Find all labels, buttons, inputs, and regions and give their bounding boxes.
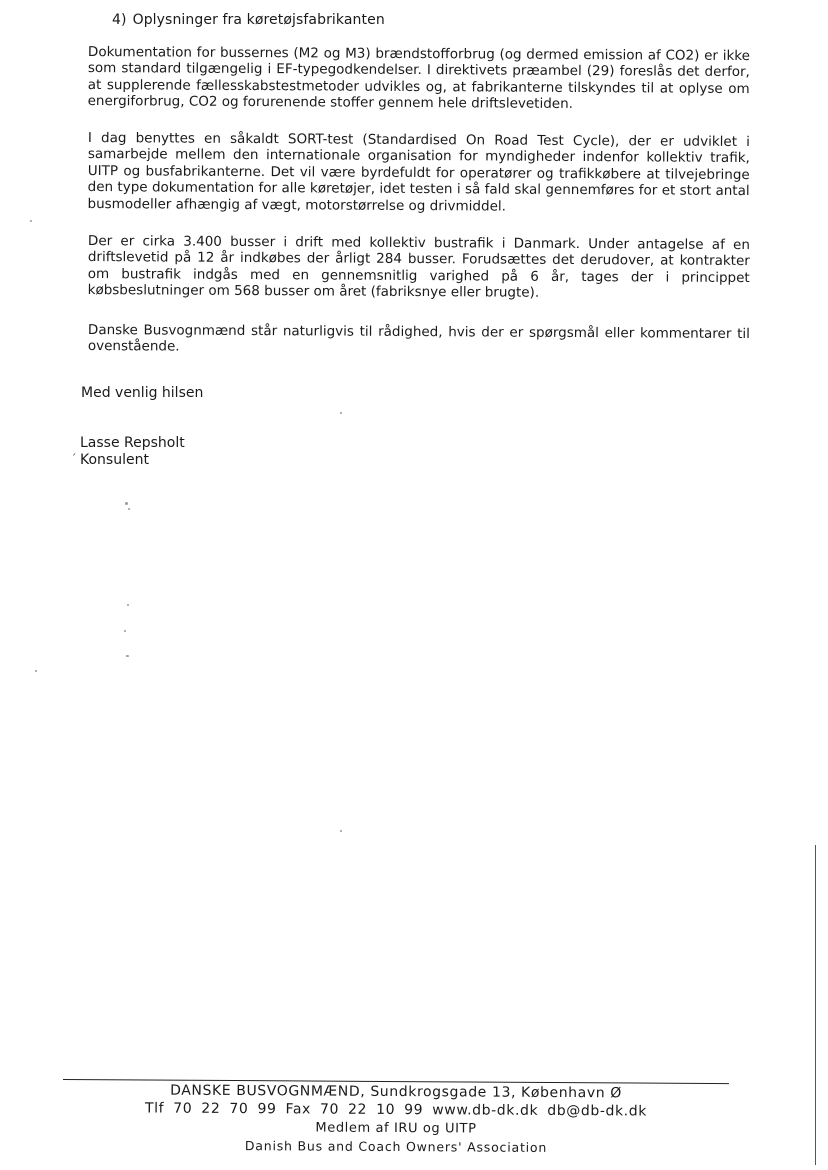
signature-name: Lasse Repsholt bbox=[80, 435, 185, 451]
scan-speck bbox=[340, 830, 342, 832]
paragraph-sort-test: I dag benyttes en såkaldt SORT-test (Standardised On Road Test Cycle), der er udviklet i samarbejde mellem den internationale organisation for myndigheder indenfor kollektiv trafik, UITP og busfabrikanterne. Det vil være byrdefuldt for operatører og trafikkøbere at tilvejebringe den type dokumentation for alle køretøjer, idet testen i så fald skal gennemføres for et stort antal busmodeller afhængig af vægt, motorstørrelse og drivmiddel. bbox=[87, 130, 750, 215]
scan-speck bbox=[128, 508, 130, 510]
section-title: Oplysninger fra køretøjsfabrikanten bbox=[132, 12, 385, 28]
scan-speck bbox=[127, 604, 129, 606]
paragraph-fuel-documentation: Dokumentation for bussernes (M2 og M3) brændstofforbrug (og dermed emission af CO2) er ikke som standard tilgængelig i EF-typegodkendelser. I direktivets præambel (29) foreslås det derfor, at supplerende fællesskabstestmetoder udvikles og, at fabrikanterne tilskyndes til at oplyse om energiforbrug, CO2 og forurenende stoffer gennem hele driftslevetiden. bbox=[87, 44, 750, 113]
closing-greeting: Med venlig hilsen bbox=[81, 385, 204, 401]
scan-speck bbox=[30, 220, 32, 222]
scan-edge-line bbox=[815, 845, 816, 1165]
scan-speck bbox=[340, 412, 342, 414]
scan-speck bbox=[35, 670, 37, 672]
signature-title: Konsulent bbox=[80, 452, 149, 468]
footer-contact-line: Tlf 70 22 70 99 Fax 70 22 10 99 www.db-dk.dk db@db-dk.dk bbox=[145, 1100, 647, 1120]
footer-membership: Medlem af IRU og UITP bbox=[315, 1120, 477, 1137]
scan-speck bbox=[126, 655, 129, 657]
section-heading bbox=[112, 12, 385, 28]
scan-mark: ´ bbox=[71, 452, 77, 465]
scan-speck bbox=[125, 502, 128, 505]
paragraph-bus-count: Der er cirka 3.400 busser i drift med kollektiv bustrafik i Danmark. Under antagelse af en driftslevetid på 12 år indkøbes der årligt 284 busser. Forudsættes det derudover, at kontrakter om bustrafik indgås med en gennemsnitlig varighed på 6 år, tages der i princippet købsbeslutninger om 568 busser om året (fabriksnye eller brugte). bbox=[87, 233, 750, 301]
paragraph-contact-offer: Danske Busvognmænd står naturligvis til rådighed, hvis der er spørgsmål eller kommentarer til ovenstående. bbox=[87, 322, 750, 355]
scan-speck bbox=[124, 630, 126, 632]
footer-company-address: DANSKE BUSVOGNMÆND, Sundkrogsgade 13, København Ø bbox=[170, 1082, 622, 1102]
section-number: 4) bbox=[112, 12, 127, 28]
footer-english-name: Danish Bus and Coach Owners' Association bbox=[244, 1138, 548, 1155]
